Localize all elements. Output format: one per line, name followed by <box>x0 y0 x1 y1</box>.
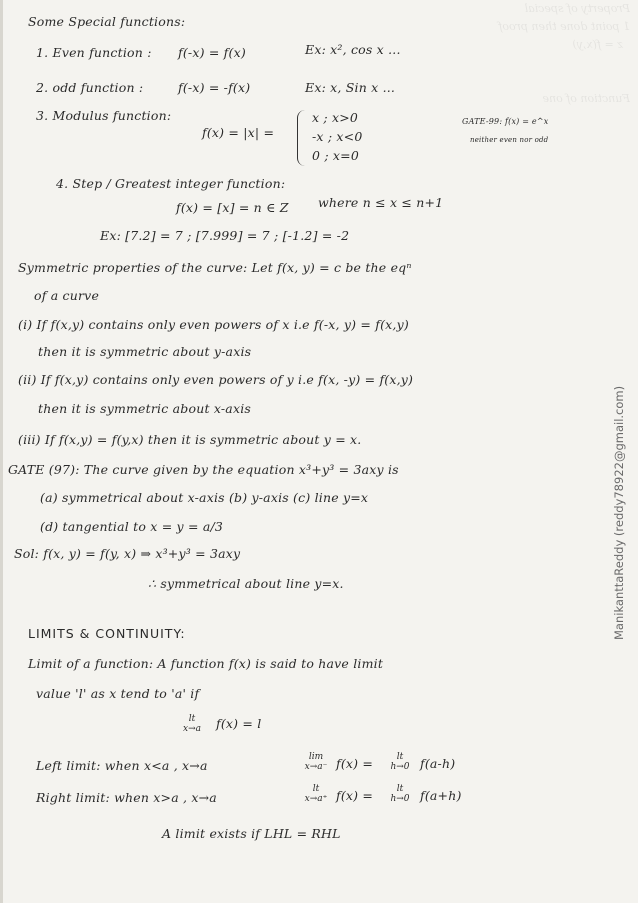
left-limit-label: Left limit: when x<a , x→a <box>36 758 208 773</box>
left-limit-operator-bottom: x→a⁻ <box>304 762 328 772</box>
gate99-note: GATE-99: f(x) = e^x <box>462 117 549 126</box>
even-formula: f(-x) = f(x) <box>178 45 246 60</box>
right-limit-expression: f(a+h) <box>420 788 462 803</box>
gate97-conclusion: ∴ symmetrical about line y=x. <box>148 576 344 591</box>
bleed-through-text: Property of special 1 point done then proof z = f(x,y) Function of one <box>498 2 630 105</box>
gate97-question: GATE (97): The curve given by the equation x³+y³ = 3axy is <box>8 462 399 477</box>
limit-definition-2: value 'l' as x tend to 'a' if <box>36 686 200 701</box>
left-limit-operator <box>300 752 332 772</box>
gate97-options-2: (d) tangential to x = y = a/3 <box>40 519 224 534</box>
limit-operator-bottom: x→a <box>183 724 201 734</box>
limit-expression: f(x) = l <box>216 716 262 731</box>
author-watermark: ManikanttaReddy (reddy78922@gmail.com) <box>612 385 626 640</box>
gate97-solution: Sol: f(x, y) = f(y, x) ⇒ x³+y³ = 3axy <box>14 546 241 561</box>
limit-operator-top: lt <box>188 714 196 724</box>
even-example: Ex: x², cos x ... <box>305 42 401 57</box>
modulus-label: 3. Modulus function: <box>36 108 172 123</box>
left-h-operator <box>384 752 416 772</box>
right-h-operator-top: lt <box>396 784 404 794</box>
modulus-lhs: f(x) = |x| = <box>202 125 275 140</box>
odd-label: 2. odd function : <box>36 80 144 95</box>
step-label: 4. Step / Greatest integer function: <box>56 176 286 191</box>
right-limit-operator <box>300 784 332 804</box>
right-limit-label: Right limit: when x>a , x→a <box>36 790 217 805</box>
symmetric-prop-2: (ii) If f(x,y) contains only even powers of y i.e f(x, -y) = f(x,y) <box>18 372 414 387</box>
left-h-operator-top: lt <box>396 752 404 762</box>
gate97-options-1: (a) symmetrical about x-axis (b) y-axis (c) line y=x <box>40 490 369 505</box>
modulus-case-2: -x ; x<0 <box>312 129 363 144</box>
odd-example: Ex: x, Sin x ... <box>305 80 396 95</box>
section-title: Some Special functions: <box>28 14 186 29</box>
right-limit-mid: f(x) = <box>336 788 374 803</box>
gate99-note-2: neither even nor odd <box>470 136 549 144</box>
limit-operator <box>176 714 208 734</box>
limit-definition-1: Limit of a function: A function f(x) is said to have limit <box>28 656 384 671</box>
right-limit-operator-top: lt <box>312 784 320 794</box>
symmetric-prop-1b: then it is symmetric about y-axis <box>38 344 252 359</box>
right-h-operator-bottom: h→0 <box>390 794 410 804</box>
right-limit-operator-bottom: x→a⁺ <box>304 794 328 804</box>
limit-exists-condition: A limit exists if LHL = RHL <box>162 826 341 841</box>
symmetric-prop-3: (iii) If f(x,y) = f(y,x) then it is symmetric about y = x. <box>18 432 362 447</box>
piecewise-brace <box>297 110 306 166</box>
step-formula: f(x) = [x] = n ∈ Z <box>176 200 289 215</box>
step-where: where n ≤ x ≤ n+1 <box>318 195 444 210</box>
right-h-operator <box>384 784 416 804</box>
left-limit-mid: f(x) = <box>336 756 374 771</box>
even-label: 1. Even function : <box>36 45 152 60</box>
limits-heading: LIMITS & CONTINUITY: <box>28 626 186 641</box>
left-h-operator-bottom: h→0 <box>390 762 410 772</box>
symmetric-prop-1: (i) If f(x,y) contains only even powers of x i.e f(-x, y) = f(x,y) <box>18 317 409 332</box>
odd-formula: f(-x) = -f(x) <box>178 80 251 95</box>
sheet-edge <box>0 0 3 903</box>
symmetric-prop-2b: then it is symmetric about x-axis <box>38 401 252 416</box>
symmetric-heading: Symmetric properties of the curve: Let f(x, y) = c be the eqⁿ <box>18 260 412 275</box>
modulus-case-3: 0 ; x=0 <box>312 148 359 163</box>
left-limit-operator-top: lim <box>308 752 324 762</box>
left-limit-expression: f(a-h) <box>420 756 456 771</box>
step-example: Ex: [7.2] = 7 ; [7.999] = 7 ; [-1.2] = -2 <box>100 228 350 243</box>
modulus-case-1: x ; x>0 <box>312 110 359 125</box>
symmetric-heading-2: of a curve <box>34 288 100 303</box>
